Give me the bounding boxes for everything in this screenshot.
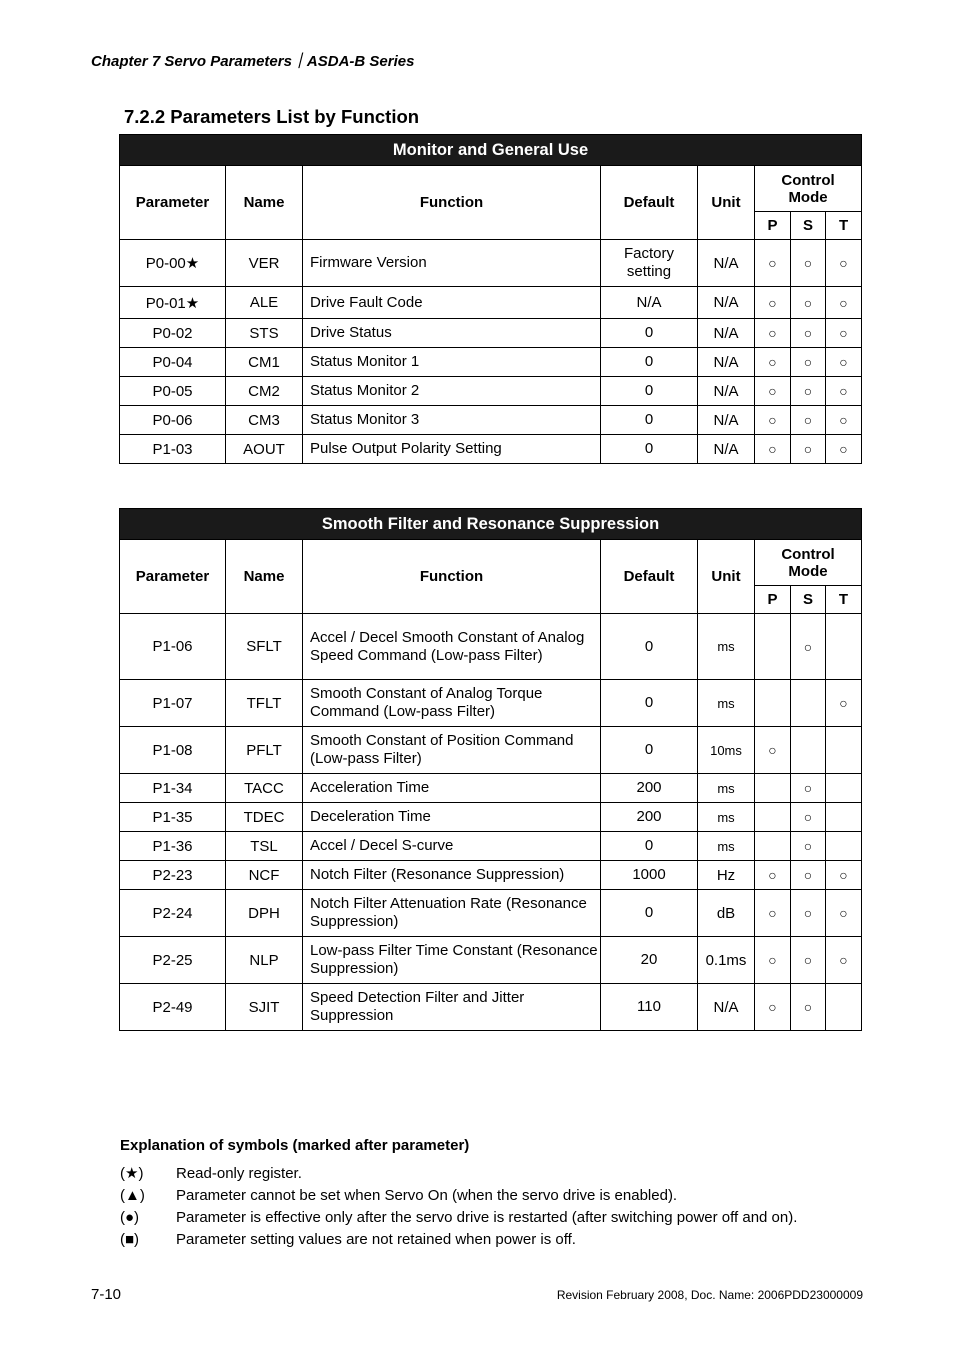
col-parameter: Parameter — [120, 166, 226, 240]
default-cell: 0 — [601, 727, 698, 774]
unit-cell: N/A — [698, 348, 755, 377]
default-cell: 200 — [601, 803, 698, 832]
function-cell: Low-pass Filter Time Constant (Resonance Suppression) — [303, 937, 601, 984]
col-unit: Unit — [698, 166, 755, 240]
unit-cell: N/A — [698, 240, 755, 287]
mode-t-cell — [826, 614, 862, 680]
param-cell: P1-35 — [120, 803, 226, 832]
mode-t-cell: ○ — [826, 937, 862, 984]
col-parameter: Parameter — [120, 540, 226, 614]
mode-s-cell: ○ — [791, 406, 826, 435]
mode-p-cell: ○ — [755, 348, 791, 377]
symbol-circle-icon: (●) — [120, 1209, 140, 1226]
mode-p-cell — [755, 832, 791, 861]
mode-p-cell — [755, 680, 791, 727]
param-cell: P2-23 — [120, 861, 226, 890]
mode-s-cell — [791, 727, 826, 774]
default-cell: 0 — [601, 890, 698, 937]
unit-cell: N/A — [698, 287, 755, 319]
name-cell: CM2 — [226, 377, 303, 406]
col-p: P — [755, 212, 791, 240]
table-row — [120, 861, 862, 890]
col-p: P — [755, 586, 791, 614]
function-cell: Accel / Decel S-curve — [303, 832, 601, 861]
table-title: Monitor and General Use — [120, 135, 862, 166]
function-cell: Drive Fault Code — [303, 287, 601, 319]
name-cell: TDEC — [226, 803, 303, 832]
table-row — [120, 832, 862, 861]
mode-t-cell — [826, 803, 862, 832]
mode-s-cell: ○ — [791, 377, 826, 406]
symbol-triangle-icon: (▲) — [120, 1187, 145, 1204]
mode-s-cell: ○ — [791, 319, 826, 348]
mode-s-cell — [791, 680, 826, 727]
mode-s-cell: ○ — [791, 832, 826, 861]
default-cell: 20 — [601, 937, 698, 984]
chapter-header: Chapter 7 Servo Parameters｜ASDA-B Series — [91, 53, 415, 70]
mode-t-cell: ○ — [826, 890, 862, 937]
mode-p-cell: ○ — [755, 319, 791, 348]
mode-t-cell: ○ — [826, 287, 862, 319]
param-cell: P0-05 — [120, 377, 226, 406]
default-cell: 0 — [601, 680, 698, 727]
col-default: Default — [601, 540, 698, 614]
unit-cell: ms — [698, 680, 755, 727]
unit-cell: Hz — [698, 861, 755, 890]
monitor-general-use-table — [119, 134, 862, 464]
default-cell: 0 — [601, 406, 698, 435]
symbol-text: Parameter setting values are not retained when power is off. — [176, 1231, 576, 1248]
symbol-item — [120, 1164, 302, 1182]
function-cell: Pulse Output Polarity Setting — [303, 435, 601, 464]
mode-t-cell — [826, 984, 862, 1031]
unit-cell: 10ms — [698, 727, 755, 774]
function-cell: Drive Status — [303, 319, 601, 348]
name-cell: PFLT — [226, 727, 303, 774]
mode-p-cell — [755, 774, 791, 803]
mode-p-cell — [755, 614, 791, 680]
section-title: 7.2.2 Parameters List by Function — [124, 106, 420, 127]
default-cell: 0 — [601, 348, 698, 377]
table-row — [120, 348, 862, 377]
table-row — [120, 984, 862, 1031]
symbol-text: Parameter is effective only after the servo drive is restarted (after switching power off and on). — [176, 1209, 798, 1226]
table-row — [120, 937, 862, 984]
table-row — [120, 435, 862, 464]
table-row — [120, 319, 862, 348]
symbol-item — [120, 1209, 797, 1226]
col-default: Default — [601, 166, 698, 240]
symbol-item — [120, 1187, 677, 1204]
col-t: T — [826, 586, 862, 614]
table-row — [120, 614, 862, 680]
col-function: Function — [303, 166, 601, 240]
mode-t-cell: ○ — [826, 319, 862, 348]
unit-cell: ms — [698, 614, 755, 680]
param-cell: P1-03 — [120, 435, 226, 464]
default-cell: 0 — [601, 319, 698, 348]
col-s: S — [791, 586, 826, 614]
function-cell: Notch Filter Attenuation Rate (Resonance Suppression) — [303, 890, 601, 937]
function-cell: Speed Detection Filter and Jitter Suppression — [303, 984, 601, 1031]
name-cell: SJIT — [226, 984, 303, 1031]
symbol-star-icon: (★) — [120, 1165, 144, 1182]
mode-p-cell: ○ — [755, 406, 791, 435]
function-cell: Notch Filter (Resonance Suppression) — [303, 861, 601, 890]
mode-t-cell — [826, 727, 862, 774]
mode-p-cell: ○ — [755, 287, 791, 319]
col-name: Name — [226, 540, 303, 614]
unit-cell: 0.1ms — [698, 937, 755, 984]
col-t: T — [826, 212, 862, 240]
mode-s-cell: ○ — [791, 435, 826, 464]
mode-s-cell: ○ — [791, 614, 826, 680]
mode-t-cell: ○ — [826, 680, 862, 727]
function-cell: Firmware Version — [303, 240, 601, 287]
name-cell: TACC — [226, 774, 303, 803]
param-cell: P1-06 — [120, 614, 226, 680]
param-cell: P0-00★ — [120, 240, 226, 287]
mode-t-cell: ○ — [826, 861, 862, 890]
symbol-text: Parameter cannot be set when Servo On (when the servo drive is enabled). — [176, 1187, 678, 1204]
unit-cell: N/A — [698, 319, 755, 348]
mode-p-cell: ○ — [755, 240, 791, 287]
default-cell: N/A — [601, 287, 698, 319]
mode-t-cell: ○ — [826, 406, 862, 435]
default-cell: 0 — [601, 832, 698, 861]
symbol-square-icon: (■) — [120, 1231, 140, 1248]
symbol-text: Read-only register. — [176, 1165, 302, 1182]
mode-p-cell: ○ — [755, 861, 791, 890]
mode-s-cell: ○ — [791, 861, 826, 890]
mode-p-cell: ○ — [755, 435, 791, 464]
param-cell: P0-04 — [120, 348, 226, 377]
param-cell: P2-25 — [120, 937, 226, 984]
mode-p-cell — [755, 803, 791, 832]
name-cell: ALE — [226, 287, 303, 319]
symbol-item — [120, 1231, 576, 1248]
param-cell: P0-02 — [120, 319, 226, 348]
col-function: Function — [303, 540, 601, 614]
mode-s-cell: ○ — [791, 287, 826, 319]
table-row — [120, 406, 862, 435]
table-row — [120, 890, 862, 937]
name-cell: AOUT — [226, 435, 303, 464]
unit-cell: N/A — [698, 377, 755, 406]
mode-s-cell: ○ — [791, 240, 826, 287]
unit-cell: N/A — [698, 435, 755, 464]
mode-t-cell — [826, 832, 862, 861]
table-row — [120, 680, 862, 727]
mode-p-cell: ○ — [755, 377, 791, 406]
param-cell: P1-08 — [120, 727, 226, 774]
unit-cell: ms — [698, 774, 755, 803]
default-cell: 0 — [601, 614, 698, 680]
default-cell: 1000 — [601, 861, 698, 890]
table-row — [120, 774, 862, 803]
param-cell: P0-01★ — [120, 287, 226, 319]
col-s: S — [791, 212, 826, 240]
param-cell: P1-36 — [120, 832, 226, 861]
mode-p-cell: ○ — [755, 727, 791, 774]
table-row — [120, 727, 862, 774]
name-cell: CM3 — [226, 406, 303, 435]
name-cell: VER — [226, 240, 303, 287]
mode-s-cell: ○ — [791, 348, 826, 377]
col-control-mode: Control Mode — [755, 166, 862, 212]
param-cell: P1-34 — [120, 774, 226, 803]
col-name: Name — [226, 166, 303, 240]
mode-s-cell: ○ — [791, 984, 826, 1031]
unit-cell: N/A — [698, 406, 755, 435]
default-cell: 0 — [601, 377, 698, 406]
unit-cell: dB — [698, 890, 755, 937]
table-row — [120, 803, 862, 832]
function-cell: Status Monitor 1 — [303, 348, 601, 377]
smooth-filter-table — [119, 508, 862, 1031]
mode-p-cell: ○ — [755, 984, 791, 1031]
name-cell: TSL — [226, 832, 303, 861]
name-cell: STS — [226, 319, 303, 348]
unit-cell: ms — [698, 832, 755, 861]
param-cell: P2-24 — [120, 890, 226, 937]
mode-t-cell: ○ — [826, 240, 862, 287]
col-control-mode: Control Mode — [755, 540, 862, 586]
function-cell: Accel / Decel Smooth Constant of Analog Speed Command (Low-pass Filter) — [303, 614, 601, 680]
table-row — [120, 377, 862, 406]
name-cell: CM1 — [226, 348, 303, 377]
mode-t-cell — [826, 774, 862, 803]
mode-s-cell: ○ — [791, 890, 826, 937]
name-cell: SFLT — [226, 614, 303, 680]
param-cell: P2-49 — [120, 984, 226, 1031]
function-cell: Deceleration Time — [303, 803, 601, 832]
param-cell: P0-06 — [120, 406, 226, 435]
unit-cell: ms — [698, 803, 755, 832]
name-cell: DPH — [226, 890, 303, 937]
mode-s-cell: ○ — [791, 803, 826, 832]
default-cell: 0 — [601, 435, 698, 464]
unit-cell: N/A — [698, 984, 755, 1031]
page-number: 7-10 — [91, 1286, 122, 1303]
col-unit: Unit — [698, 540, 755, 614]
mode-p-cell: ○ — [755, 890, 791, 937]
table-row — [120, 287, 862, 319]
default-cell: 110 — [601, 984, 698, 1031]
name-cell: TFLT — [226, 680, 303, 727]
mode-t-cell: ○ — [826, 377, 862, 406]
mode-t-cell: ○ — [826, 348, 862, 377]
table-title: Smooth Filter and Resonance Suppression — [120, 509, 862, 540]
revision-note: Revision February 2008, Doc. Name: 2006PDD23000009 — [556, 1288, 863, 1302]
mode-s-cell: ○ — [791, 937, 826, 984]
function-cell: Status Monitor 3 — [303, 406, 601, 435]
param-cell: P1-07 — [120, 680, 226, 727]
function-cell: Status Monitor 2 — [303, 377, 601, 406]
default-cell: Factory setting — [601, 240, 698, 287]
default-cell: 200 — [601, 774, 698, 803]
function-cell: Smooth Constant of Analog Torque Command (Low-pass Filter) — [303, 680, 601, 727]
mode-p-cell: ○ — [755, 937, 791, 984]
name-cell: NLP — [226, 937, 303, 984]
explanation-title: Explanation of symbols (marked after parameter) — [120, 1137, 470, 1154]
function-cell: Smooth Constant of Position Command (Low-pass Filter) — [303, 727, 601, 774]
mode-s-cell: ○ — [791, 774, 826, 803]
name-cell: NCF — [226, 861, 303, 890]
table-row — [120, 240, 862, 287]
mode-t-cell: ○ — [826, 435, 862, 464]
function-cell: Acceleration Time — [303, 774, 601, 803]
